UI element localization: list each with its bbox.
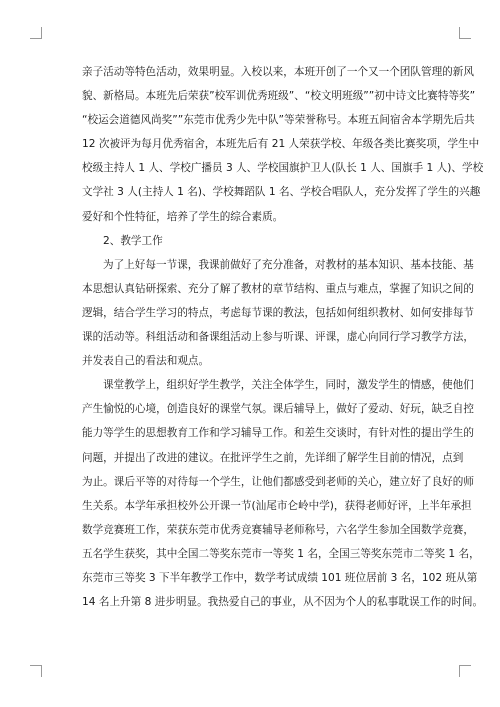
text-line: 为止。课后平等的对待每一个学生，让他们都感受到老师的关心，建立好了良好的师 [82, 475, 474, 488]
document-body [82, 60, 484, 614]
text-line: 课堂教学上，组织好学生教学，关注全体学生，同时，激发学生的情感，使他们 [103, 379, 474, 392]
text-line: 逻辑，结合学生学习的特点，考虑每节课的教法，包括如何组织教材、如何安排每节 [82, 306, 474, 319]
text-line: 14 名上升第 8 进步明显。我热爱自己的事业，从不因为个人的私事耽误工作的时间。 [82, 596, 484, 609]
text-line: 问题，并提出了改进的建议。在批评学生之前，先详细了解学生目前的情况，点到 [82, 451, 464, 464]
text-line: 亲子活动等特色活动，效果明显。入校以来，本班开创了一个又一个团队管理的新风 [82, 66, 474, 78]
text-line: 并发表自己的看法和观点。 [82, 355, 210, 368]
text-line: 校级主持人 1 人、学校广播员 3 人、学校国旗护卫人(队长 1 人、国旗手 1 人)、学校 [82, 162, 484, 175]
text-line: “校运会道德风尚奖””东莞市优秀少先中队”等荣誉称号。本班五间宿舍本学期先后共 [82, 114, 475, 127]
text-line: 爱好和个性特征，培养了学生的综合素质。 [82, 210, 284, 223]
text-line: 五名学生获奖，其中全国二等奖东莞市一等奖 1 名，全国三等奖东莞市二等奖 1 名， [82, 547, 480, 560]
text-line: 课的活动等。科组活动和备课组活动上参与听课、评课，虚心向同行学习教学方法， [82, 331, 474, 344]
text-line: 东莞市三等奖 3 下半年教学工作中，数学考试成绩 101 班位居前 3 名，102 班从第 [82, 571, 478, 584]
crop-mark-bottom-left-v [41, 665, 42, 677]
text-line: 文学社 3 人(主持人 1 名)、学校舞蹈队 1 名、学校合唱队人，充分发挥了学生的兴趣 [82, 186, 481, 199]
text-line: 2、教学工作 [103, 234, 163, 247]
crop-mark-bottom-right-h [459, 665, 471, 666]
crop-mark-top-right-v [459, 27, 460, 39]
text-line: 貌、新格局。本班先后荣获”校军训优秀班级”、“校文明班级””初中诗文比赛特等奖” [82, 90, 476, 103]
crop-mark-top-right-h [459, 38, 471, 39]
text-line: 本思想认真钻研探索、充分了解了教材的章节结构、重点与难点，掌握了知识之间的 [82, 282, 474, 295]
crop-mark-bottom-right-v [459, 665, 460, 677]
text-line: 产生愉悦的心境，创造良好的课堂气氛。课后辅导上，做好了爱动、好玩，缺乏自控 [82, 403, 474, 416]
text-line: 为了上好每一节课，我课前做好了充分准备，对教材的基本知识、基本技能、基 [103, 258, 474, 271]
crop-mark-top-left-v [41, 27, 42, 39]
text-line: 数学竞赛班工作，荣获东莞市优秀竞赛辅导老师称号，六名学生参加全国数学竞赛， [82, 523, 474, 536]
text-line: 生关系。本学年承担校外公开课一节(汕尾市仑岭中学)，获得老师好评，上半年承担 [82, 499, 472, 512]
text-line: 能力等学生的思想教育工作和学习辅导工作。和差生交谈时，有针对性的提出学生的 [82, 427, 474, 440]
text-line: 12 次被评为每月优秀宿舍，本班先后有 21 人荣获学校、年级各类比赛奖项，学生中 [82, 138, 480, 151]
